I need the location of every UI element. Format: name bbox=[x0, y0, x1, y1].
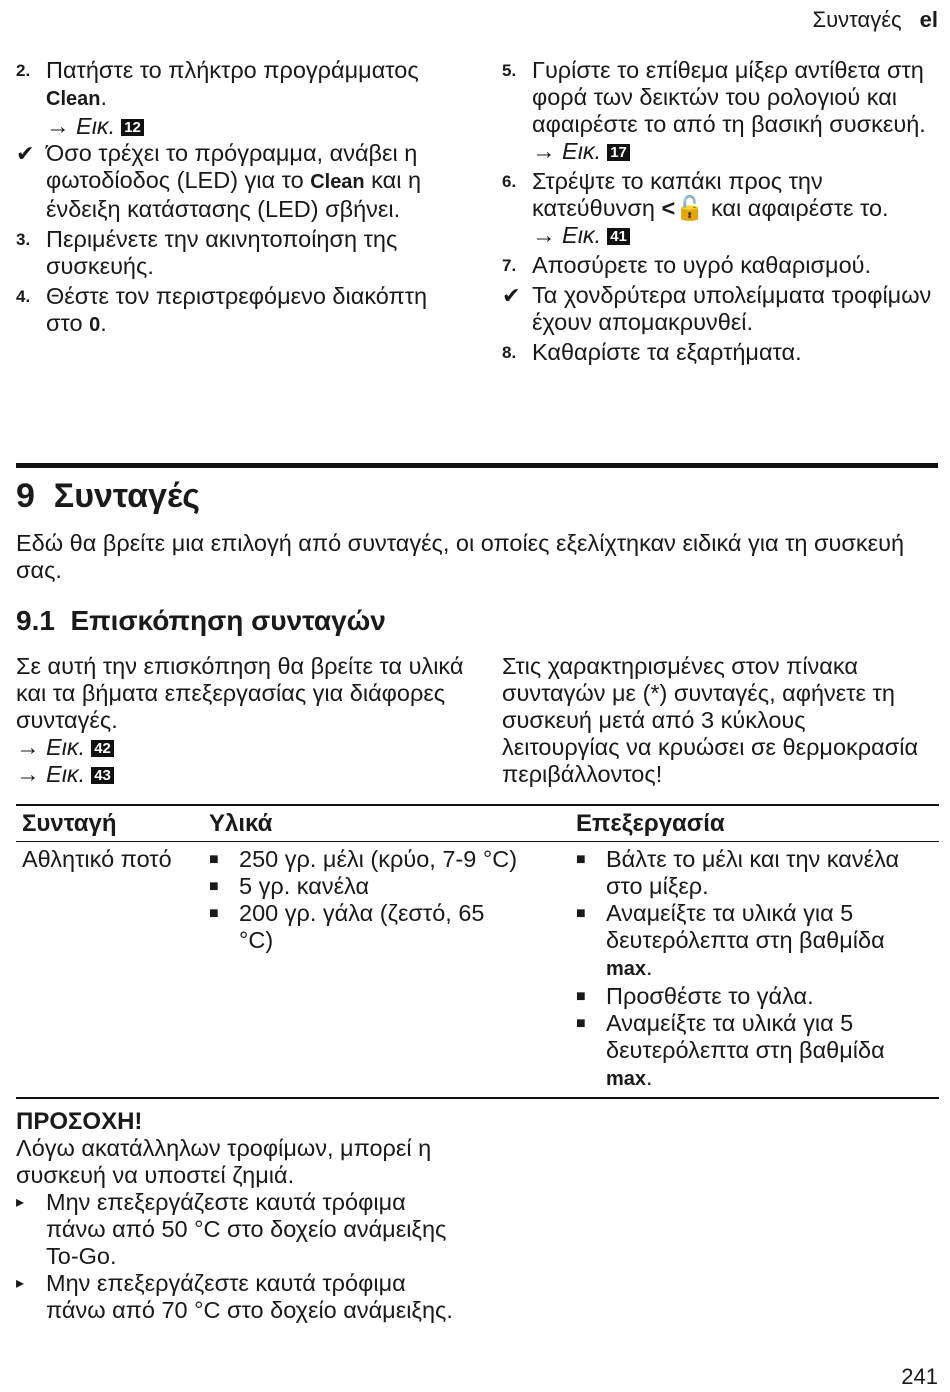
step-2 bbox=[16, 57, 456, 140]
check-icon: ✔ bbox=[16, 141, 35, 166]
step-text: Γυρίστε το επίθεμα μίξερ αντίθετα στη φορά των δεικτών του ρολογιού και αφαιρέστε το από τη βασική συσκευή. bbox=[532, 57, 926, 137]
clean-keyword: Clean bbox=[310, 171, 365, 193]
col-header-recipe: Συνταγή bbox=[16, 805, 203, 842]
figure-ref-43 bbox=[16, 761, 466, 788]
bullet-icon: ■ bbox=[209, 851, 219, 868]
result-1 bbox=[16, 140, 456, 223]
step-text: Πατήστε το πλήκτρο προγράμματος bbox=[46, 57, 419, 83]
step-number: 3. bbox=[16, 230, 31, 249]
section-rule bbox=[16, 463, 938, 468]
step-number: 4. bbox=[16, 287, 31, 306]
figure-badge: 41 bbox=[607, 228, 630, 245]
bullet-icon: ■ bbox=[209, 905, 219, 922]
warning-box bbox=[16, 1108, 456, 1324]
step-number: 6. bbox=[502, 172, 517, 191]
step-6 bbox=[502, 168, 932, 249]
list-item bbox=[576, 846, 933, 900]
max-keyword: max bbox=[606, 958, 647, 980]
result-text: Τα χονδρύτερα υπολείμματα τροφίμων έχουν απομακρυνθεί. bbox=[532, 282, 932, 335]
ingredients-cell bbox=[203, 842, 570, 1099]
step-number: 7. bbox=[502, 256, 517, 275]
list-item bbox=[209, 846, 564, 873]
step-number: 2. bbox=[16, 61, 31, 80]
warning-item-text: Μην επεξεργάζεστε καυτά τρόφιμα πάνω από 50 °C στο δοχείο ανάμειξης To-Go. bbox=[46, 1189, 447, 1269]
col-header-processing: Επεξεργασία bbox=[570, 805, 939, 842]
section-intro: Εδώ θα βρείτε μια επιλογή από συνταγές, οι οποίες εξελίχτηκαν ειδικά για τη συσκευή σας. bbox=[16, 530, 905, 583]
figure-ref: → Εικ. bbox=[532, 222, 602, 248]
result-2 bbox=[502, 282, 932, 336]
step-text: Στρέψτε το καπάκι προς την κατεύθυνση bbox=[532, 168, 823, 221]
bullet-icon: ■ bbox=[576, 905, 586, 922]
overview-left bbox=[16, 653, 466, 788]
header-lang: el bbox=[919, 7, 938, 32]
warning-item bbox=[16, 1189, 456, 1270]
result-text: Όσο τρέχει το πρόγραμμα, ανάβει η φωτοδίοδος (LED) για το bbox=[46, 140, 418, 193]
figure-badge: 43 bbox=[91, 767, 114, 784]
step-5 bbox=[502, 57, 932, 165]
section-title: 9 Συνταγές bbox=[16, 477, 200, 515]
warning-item-text: Μην επεξεργάζεστε καυτά τρόφιμα πάνω από 70 °C στο δοχείο ανάμειξης. bbox=[46, 1270, 453, 1323]
right-column bbox=[502, 57, 932, 366]
step-text: Περιμένετε την ακινητοποίηση της συσκευής. bbox=[46, 226, 398, 279]
clean-keyword: Clean bbox=[46, 88, 101, 110]
list-item bbox=[576, 1010, 933, 1093]
ingredient-text: 250 γρ. μέλι (κρύο, 7-9 °C) bbox=[239, 846, 518, 872]
check-icon: ✔ bbox=[502, 283, 521, 308]
processing-text-part: Αναμείξτε τα υλικά για 5 δευτερόλεπτα στη βαθμίδα bbox=[606, 1010, 885, 1063]
figure-ref: → Εικ. bbox=[532, 138, 602, 164]
bullet-icon: ■ bbox=[576, 851, 586, 868]
step-text: Θέστε τον περιστρεφόμενο διακόπτη στο bbox=[46, 283, 428, 336]
ingredient-text: 5 γρ. κανέλα bbox=[239, 873, 370, 899]
processing-cell bbox=[570, 842, 939, 1099]
processing-text: Αναμείξτε τα υλικά για 5 δευτερόλεπτα στη βαθμίδα max. bbox=[606, 1010, 885, 1090]
ingredient-text: 200 γρ. γάλα (ζεστό, 65 °C) bbox=[239, 900, 485, 953]
list-item bbox=[576, 983, 933, 1010]
step-7 bbox=[502, 252, 932, 279]
running-header bbox=[813, 6, 939, 33]
warning-item bbox=[16, 1270, 456, 1324]
processing-text: Προσθέστε το γάλα. bbox=[606, 983, 814, 1009]
step-3 bbox=[16, 226, 456, 280]
recipe-name: Αθλητικό ποτό bbox=[16, 842, 203, 1099]
arrow-icon: ▸ bbox=[16, 1275, 25, 1292]
table-header-row bbox=[16, 805, 939, 842]
processing-list bbox=[576, 846, 933, 1093]
processing-text-part: Αναμείξτε τα υλικά για 5 δευτερόλεπτα στη βαθμίδα bbox=[606, 900, 885, 953]
left-column bbox=[16, 57, 456, 339]
figure-badge: 42 bbox=[91, 740, 114, 757]
bullet-icon: ■ bbox=[209, 878, 219, 895]
punct: . bbox=[100, 84, 107, 110]
col-header-ingredients: Υλικά bbox=[203, 805, 570, 842]
step-8 bbox=[502, 339, 932, 366]
step-number: 8. bbox=[502, 343, 517, 362]
figure-ref: → Εικ. bbox=[46, 113, 116, 139]
subsection-title: 9.1 Επισκόπηση συνταγών bbox=[16, 605, 386, 636]
max-keyword: max bbox=[606, 1068, 647, 1090]
recipe-table bbox=[16, 804, 939, 1099]
table-row bbox=[16, 842, 939, 1099]
step-text: και αφαιρέστε το. bbox=[704, 195, 889, 221]
ingredient-list bbox=[209, 846, 564, 954]
list-item bbox=[576, 900, 933, 983]
figure-ref: → Εικ. bbox=[16, 734, 86, 760]
punct: . bbox=[100, 310, 107, 336]
result-text: και η ένδειξη κατάστασης (LED) σβήνει. bbox=[46, 167, 422, 222]
page-number: 241 bbox=[901, 1364, 938, 1389]
overview-right: Στις χαρακτηρισμένες στον πίνακα συνταγών με (*) συνταγές, αφήνετε τη συσκευή μετά από 3 κύκλους λειτουργίας να κρυώσει σε θερμοκρασία περιβάλλοντος! bbox=[502, 653, 919, 787]
bullet-icon: ■ bbox=[576, 988, 586, 1005]
figure-badge: 17 bbox=[607, 144, 630, 161]
step-number: 5. bbox=[502, 61, 517, 80]
bullet-icon: ■ bbox=[576, 1015, 586, 1032]
header-section: Συνταγές bbox=[812, 7, 902, 32]
figure-ref: → Εικ. bbox=[16, 761, 86, 787]
processing-text: Βάλτε το μέλι και την κανέλα στο μίξερ. bbox=[606, 846, 900, 899]
zero-keyword: 0 bbox=[89, 314, 101, 336]
list-item bbox=[209, 900, 564, 954]
processing-text: Αναμείξτε τα υλικά για 5 δευτερόλεπτα στη βαθμίδα max. bbox=[606, 900, 885, 980]
step-text: Καθαρίστε τα εξαρτήματα. bbox=[532, 339, 802, 365]
warning-title: ΠΡΟΣΟΧΗ! bbox=[16, 1108, 143, 1135]
figure-badge: 12 bbox=[121, 119, 144, 136]
overview-text: Σε αυτή την επισκόπηση θα βρείτε τα υλικά και τα βήματα επεξεργασίας για διάφορες συνταγές. bbox=[16, 653, 464, 733]
figure-ref-42 bbox=[16, 734, 466, 761]
step-text: Αποσύρετε το υγρό καθαρισμού. bbox=[532, 252, 872, 278]
arrow-icon: ▸ bbox=[16, 1194, 25, 1211]
list-item bbox=[209, 873, 564, 900]
unlock-icon: <🔓 bbox=[661, 195, 705, 221]
warning-text: Λόγω ακατάλληλων τροφίμων, μπορεί η συσκευή να υποστεί ζημιά. bbox=[16, 1135, 432, 1188]
step-4 bbox=[16, 283, 456, 339]
